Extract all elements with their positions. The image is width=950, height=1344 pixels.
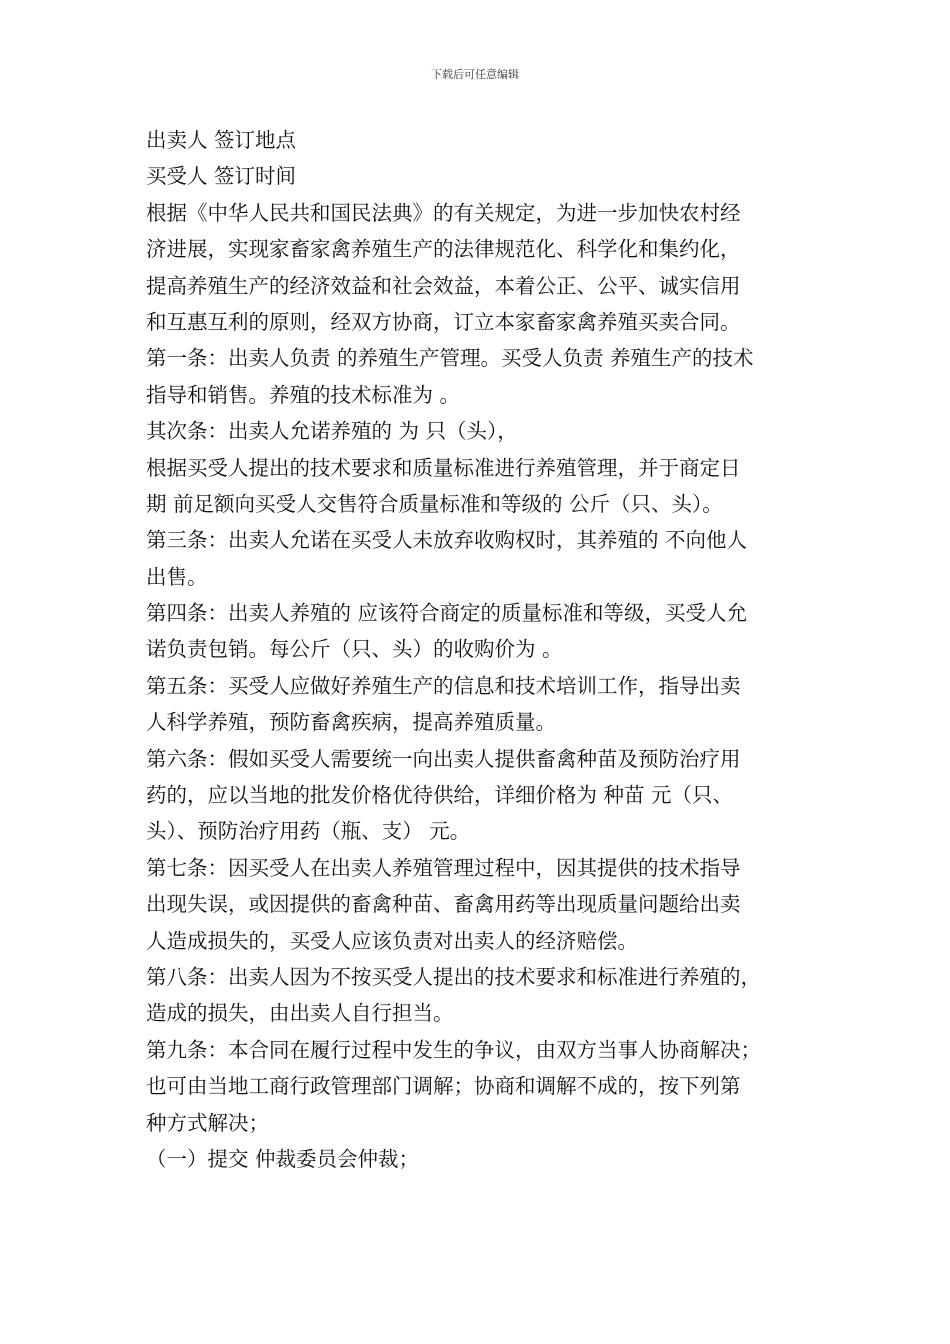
arbitration-option-line: （一）提交 仲裁委员会仲裁； [146,1146,420,1171]
article-5-line: 第五条：买受人应做好养殖生产的信息和技术培训工作，指导出卖 [146,673,741,698]
buyer-signing-time-line: 买受人 签订时间 [146,164,297,189]
article-9-line: 第九条：本合同在履行过程中发生的争议，由双方当事人协商解决； [146,1037,761,1062]
seller-signing-place-line: 出卖人 签订地点 [146,128,297,152]
article-9-line: 种方式解决； [146,1110,269,1135]
article-4-line: 第四条：出卖人养殖的 应该符合商定的质量标准和等级，买受人允 [146,601,748,626]
preamble-line: 提高养殖生产的经济效益和社会效益，本着公正、公平、诚实信用 [146,273,741,298]
article-5-line: 人科学养殖，预防畜禽疾病，提高养殖质量。 [146,710,556,735]
article-3-line: 出售。 [146,564,208,589]
article-8-line: 第八条：出卖人因为不按买受人提出的技术要求和标准进行养殖的， [146,964,761,989]
article-2-line: 根据买受人提出的技术要求和质量标准进行养殖管理，并于商定日 [146,455,741,480]
article-7-line: 人造成损失的，买受人应该负责对出卖人的经济赔偿。 [146,928,638,953]
article-6-line: 头）、预防治疗用药（瓶、支） 元。 [146,819,471,844]
article-8-line: 造成的损失，由出卖人自行担当。 [146,1001,454,1026]
article-1-line: 指导和销售。养殖的技术标准为 。 [146,382,461,407]
article-9-line: 也可由当地工商行政管理部门调解；协商和调解不成的，按下列第 [146,1074,741,1099]
article-1-line: 第一条：出卖人负责 的养殖生产管理。买受人负责 养殖生产的技术 [146,346,754,371]
article-6-line: 药的，应以当地的批发价格优待供给，详细价格为 种苗 元（只、 [146,783,734,808]
preamble-line: 济进展，实现家畜家禽养殖生产的法律规范化、科学化和集约化， [146,237,741,262]
contract-body [146,122,814,1177]
article-3-line: 第三条：出卖人允诺在买受人未放弃收购权时，其养殖的 不向他人 [146,528,748,553]
article-2-line: 期 前足额向买受人交售符合质量标准和等级的 公斤（只、头）。 [146,491,723,516]
preamble-line: 和互惠互利的原则，经双方协商，订立本家畜家禽养殖买卖合同。 [146,309,741,334]
article-2-line: 其次条：出卖人允诺养殖的 为 只（头）， [146,419,518,444]
article-4-line: 诺负责包销。每公斤（只、头）的收购价为 。 [146,637,563,662]
page-header-note: 下载后可任意编辑 [431,68,519,81]
article-7-line: 出现失误，或因提供的畜禽种苗、畜禽用药等出现质量问题给出卖 [146,892,741,917]
preamble-line: 根据《中华人民共和国民法典》的有关规定，为进一步加快农村经 [146,200,741,225]
article-6-line: 第六条：假如买受人需要统一向出卖人提供畜禽种苗及预防治疗用 [146,746,741,771]
article-7-line: 第七条：因买受人在出卖人养殖管理过程中，因其提供的技术指导 [146,855,741,880]
